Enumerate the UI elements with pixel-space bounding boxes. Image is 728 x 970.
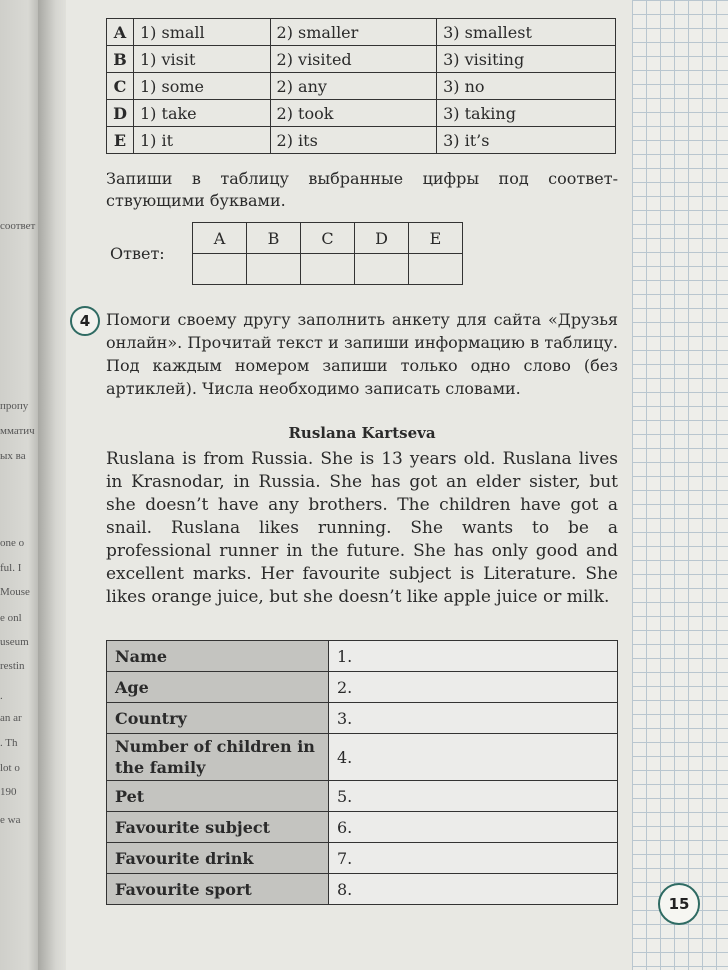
answer-letter: D xyxy=(355,223,409,254)
table-row xyxy=(107,127,616,154)
field-label: Name xyxy=(107,641,329,672)
answer-instruction: Запиши в таблицу выбранные цифры под соответствующими буквами. xyxy=(106,169,618,210)
option-cell: 2) visited xyxy=(270,46,437,73)
left-fragment: useum xyxy=(0,636,29,648)
row-letter: D xyxy=(107,100,134,127)
field-label: Number of children in the family xyxy=(107,734,329,781)
left-fragment: 190 xyxy=(0,786,17,798)
option-cell: 3) it’s xyxy=(437,127,616,154)
answer-cell-e[interactable] xyxy=(409,254,463,285)
answer-letter: E xyxy=(409,223,463,254)
left-fragment: соответ xyxy=(0,220,36,232)
task-number-badge: 4 xyxy=(70,306,100,336)
answer-table xyxy=(192,222,463,285)
table-row xyxy=(107,734,618,781)
reading-text: Ruslana is from Russia. She is 13 years old. Ruslana lives in Krasnodar, in Russia. She has got an elder sister, but she doesn’t have any brothers. The children have got a snail. Ruslana likes running. She wants to be a professional runner in the future. She has only good and excellent marks. Her favourite subject is Literature. She likes orange juice, but she doesn’t like apple juice or milk. xyxy=(106,449,618,607)
options-table xyxy=(106,18,616,154)
option-cell: 2) smaller xyxy=(270,19,437,46)
book-spine xyxy=(38,0,68,970)
field-label: Age xyxy=(107,672,329,703)
option-cell: 3) smallest xyxy=(437,19,616,46)
option-cell: 1) visit xyxy=(134,46,271,73)
table-row xyxy=(107,73,616,100)
left-fragment: мматич xyxy=(0,425,35,437)
option-cell: 1) small xyxy=(134,19,271,46)
left-fragment: ful. I xyxy=(0,562,22,574)
option-cell: 1) take xyxy=(134,100,271,127)
field-label: Favourite sport xyxy=(107,874,329,905)
answer-label: Ответ: xyxy=(110,244,165,263)
table-row xyxy=(107,812,618,843)
row-letter: A xyxy=(107,19,134,46)
table-row xyxy=(107,781,618,812)
reading-title: Ruslana Kartseva xyxy=(288,424,436,442)
option-cell: 1) it xyxy=(134,127,271,154)
answer-input-row xyxy=(193,254,463,285)
field-label: Country xyxy=(107,703,329,734)
left-fragment: e wa xyxy=(0,814,21,826)
option-cell: 2) took xyxy=(270,100,437,127)
row-letter: C xyxy=(107,73,134,100)
row-letter: B xyxy=(107,46,134,73)
left-fragment: e onl xyxy=(0,612,22,624)
answer-cell-c[interactable] xyxy=(301,254,355,285)
left-fragment: an ar xyxy=(0,712,22,724)
table-row xyxy=(107,641,618,672)
field-label: Favourite subject xyxy=(107,812,329,843)
table-row xyxy=(107,46,616,73)
option-cell: 1) some xyxy=(134,73,271,100)
answer-field[interactable]: 1. xyxy=(329,641,618,672)
row-letter: E xyxy=(107,127,134,154)
left-fragment: ых ва xyxy=(0,450,26,462)
left-fragment: lot o xyxy=(0,762,20,774)
option-cell: 3) no xyxy=(437,73,616,100)
answer-letter: C xyxy=(301,223,355,254)
answer-field[interactable]: 5. xyxy=(329,781,618,812)
answer-cell-b[interactable] xyxy=(247,254,301,285)
option-cell: 3) visiting xyxy=(437,46,616,73)
field-label: Pet xyxy=(107,781,329,812)
answer-field[interactable]: 8. xyxy=(329,874,618,905)
task-instruction: Помоги своему другу заполнить анкету для сайта «Друзья онлайн». Прочитай текст и запиши информацию в таблицу. Под каждым номером запиши только одно слово (без артиклей). Числа необходимо записать словами. xyxy=(106,310,618,398)
grid-paper xyxy=(632,0,728,970)
option-cell: 3) taking xyxy=(437,100,616,127)
left-fragment: пропу xyxy=(0,400,29,412)
table-row xyxy=(107,874,618,905)
left-page-strip xyxy=(0,0,40,970)
option-cell: 2) its xyxy=(270,127,437,154)
page-number: 15 xyxy=(658,883,700,925)
option-cell: 2) any xyxy=(270,73,437,100)
answer-field[interactable]: 7. xyxy=(329,843,618,874)
table-row xyxy=(107,100,616,127)
answer-cell-d[interactable] xyxy=(355,254,409,285)
answer-field[interactable]: 4. xyxy=(329,734,618,781)
left-fragment: restin xyxy=(0,660,25,672)
answer-header-row xyxy=(193,223,463,254)
table-row xyxy=(107,843,618,874)
left-fragment: . Th xyxy=(0,737,18,749)
table-row xyxy=(107,19,616,46)
answer-cell-a[interactable] xyxy=(193,254,247,285)
answer-field[interactable]: 3. xyxy=(329,703,618,734)
answer-field[interactable]: 2. xyxy=(329,672,618,703)
answer-field[interactable]: 6. xyxy=(329,812,618,843)
table-row xyxy=(107,703,618,734)
table-row xyxy=(107,672,618,703)
left-fragment: one o xyxy=(0,537,25,549)
answer-letter: B xyxy=(247,223,301,254)
left-fragment: Mouse xyxy=(0,586,30,598)
field-label: Favourite drink xyxy=(107,843,329,874)
profile-form-table xyxy=(106,640,618,905)
left-fragment: . xyxy=(0,690,3,702)
answer-letter: A xyxy=(193,223,247,254)
